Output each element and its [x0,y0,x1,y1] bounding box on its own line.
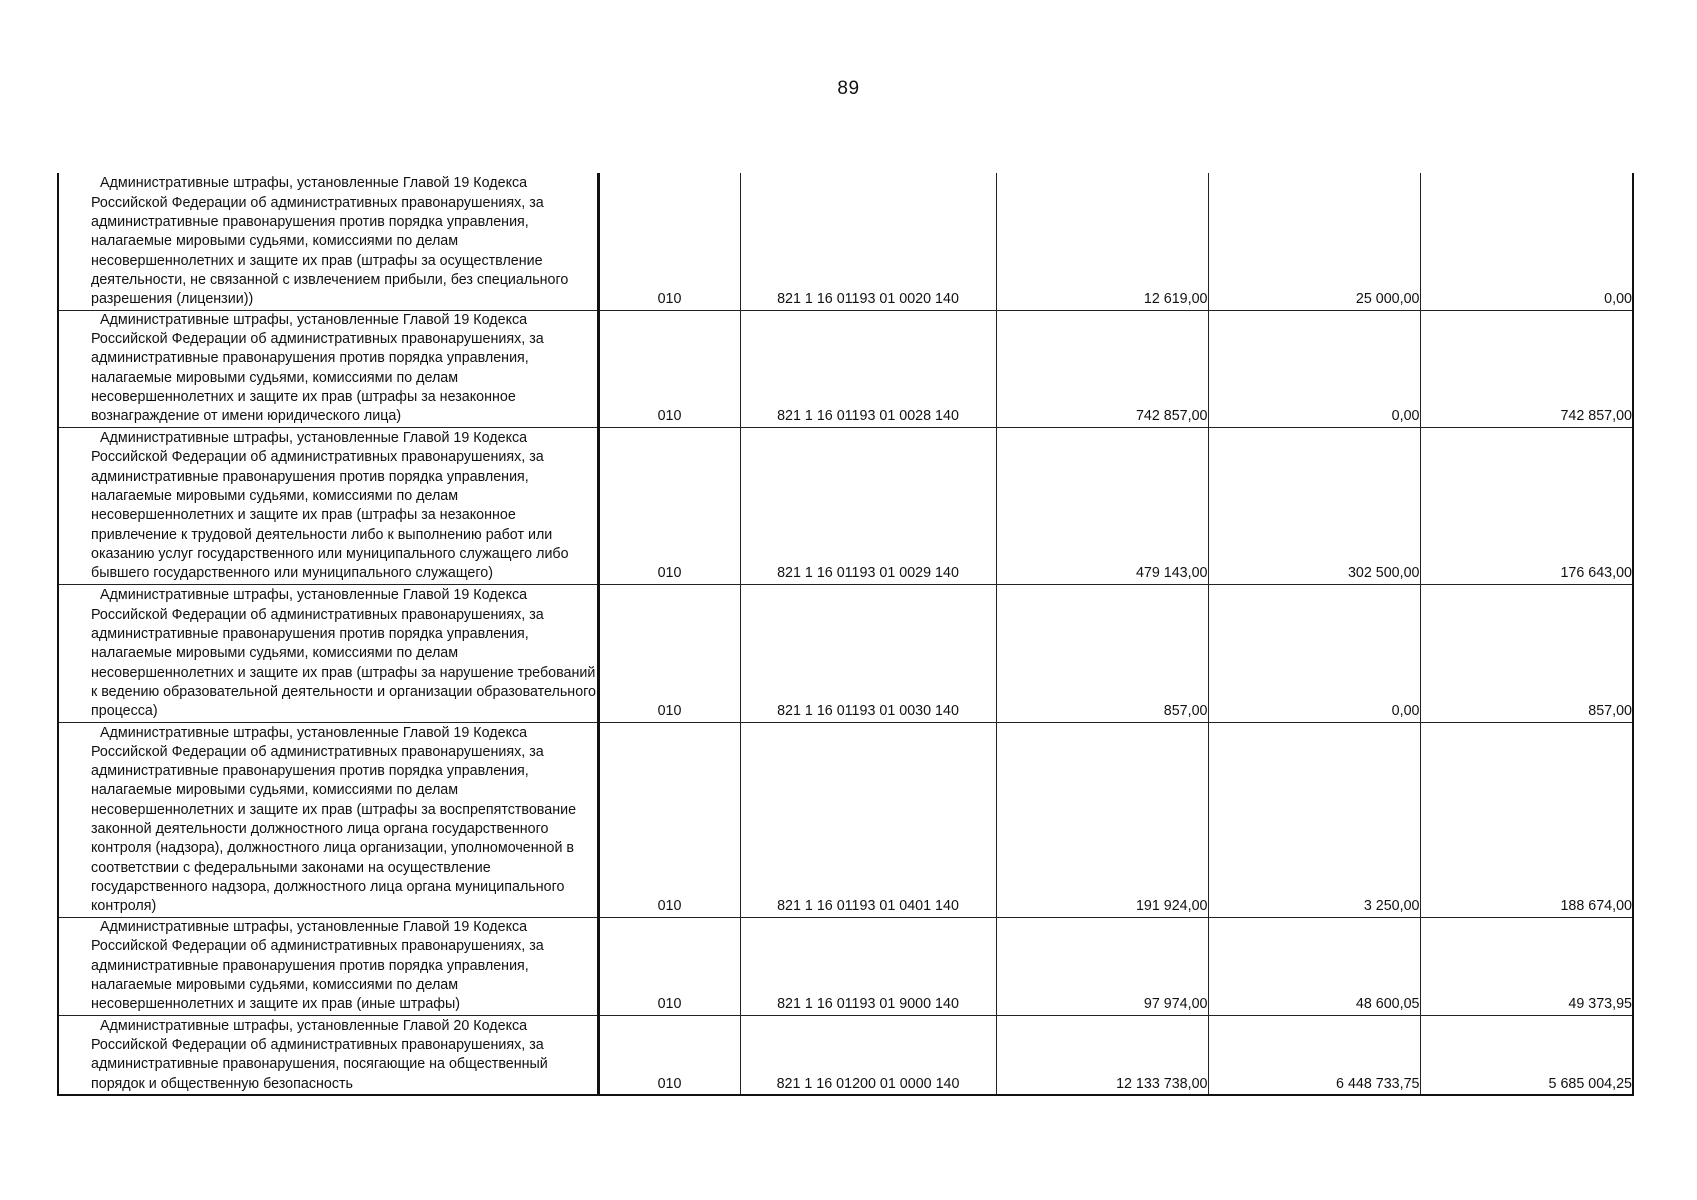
row-name: Административные штрафы, установленные Главой 19 Кодекса Российской Федерации об административных правонарушениях, за административные правонарушения против порядка управления, налагаемые мировыми судьями, комиссиями по делам несовершеннолетних и защите их прав (штрафы за нарушение требований к ведению образовательной деятельности и организации образовательного процесса) [91,587,597,720]
row-name-cell [58,722,598,917]
line-code: 010 [598,310,740,427]
row-name: Административные штрафы, установленные Главой 19 Кодекса Российской Федерации об административных правонарушениях, за административные правонарушения против порядка управления, налагаемые мировыми судьями, комиссиями по делам несовершеннолетних и защите их прав (штрафы за незаконное вознаграждение от имени юридического лица) [91,311,544,425]
row-name-cell [58,173,598,310]
line-code: 010 [598,173,740,310]
approved-amount: 191 924,00 [996,722,1208,917]
unexecuted-amount: 188 674,00 [1420,722,1633,917]
executed-amount: 302 500,00 [1208,427,1420,584]
row-name: Административные штрафы, установленные Главой 19 Кодекса Российской Федерации об административных правонарушениях, за административные правонарушения против порядка управления, налагаемые мировыми судьями, комиссиями по делам несовершеннолетних и защите их прав (штрафы за осуществление деятельности, не связанной с извлечением прибыли, без специального разрешения (лицензии)) [91,175,569,308]
executed-amount: 48 600,05 [1208,917,1420,1015]
table-row [58,310,1633,427]
approved-amount: 857,00 [996,584,1208,722]
approved-amount: 97 974,00 [996,917,1208,1015]
table-row [58,173,1633,310]
approved-amount: 12 133 738,00 [996,1015,1208,1095]
budget-classification-code: 821 1 16 01193 01 0020 140 [740,173,996,310]
table-row [58,917,1633,1015]
line-code: 010 [598,1015,740,1095]
budget-classification-code: 821 1 16 01200 01 0000 140 [740,1015,996,1095]
executed-amount: 0,00 [1208,584,1420,722]
row-name-cell [58,584,598,722]
budget-classification-code: 821 1 16 01193 01 0030 140 [740,584,996,722]
line-code: 010 [598,584,740,722]
executed-amount: 6 448 733,75 [1208,1015,1420,1095]
table-row [58,722,1633,917]
unexecuted-amount: 857,00 [1420,584,1633,722]
executed-amount: 3 250,00 [1208,722,1420,917]
line-code: 010 [598,427,740,584]
table-body [58,173,1633,1095]
row-name-cell [58,310,598,427]
row-name: Административные штрафы, установленные Главой 19 Кодекса Российской Федерации об административных правонарушениях, за административные правонарушения против порядка управления, налагаемые мировыми судьями, комиссиями по делам несовершеннолетних и защите их прав (штрафы за воспрепятствование законной деятельности должностного лица органа государственного контроля (надзора), должностного лица организации, уполномоченной в соответствии с федеральными законами на осуществление государственного надзора, должностного лица органа муниципального контроля) [91,724,577,915]
row-name-cell [58,1015,598,1095]
unexecuted-amount: 176 643,00 [1420,427,1633,584]
unexecuted-amount: 49 373,95 [1420,917,1633,1015]
table-row [58,1015,1633,1095]
budget-classification-code: 821 1 16 01193 01 0028 140 [740,310,996,427]
budget-classification-code: 821 1 16 01193 01 0401 140 [740,722,996,917]
approved-amount: 479 143,00 [996,427,1208,584]
revenue-table [57,173,1634,1096]
row-name-cell [58,917,598,1015]
executed-amount: 25 000,00 [1208,173,1420,310]
table-row [58,427,1633,584]
row-name: Административные штрафы, установленные Главой 19 Кодекса Российской Федерации об административных правонарушениях, за административные правонарушения против порядка управления, налагаемые мировыми судьями, комиссиями по делам несовершеннолетних и защите их прав (штрафы за незаконное привлечение к трудовой деятельности либо к выполнению работ или оказанию услуг государственного или муниципального служащего либо бывшего государственного или муниципального служащего) [91,430,569,582]
approved-amount: 12 619,00 [996,173,1208,310]
unexecuted-amount: 0,00 [1420,173,1633,310]
budget-classification-code: 821 1 16 01193 01 9000 140 [740,917,996,1015]
row-name-cell [58,427,598,584]
row-name: Административные штрафы, установленные Главой 20 Кодекса Российской Федерации об административных правонарушениях, за административные правонарушения, посягающие на общественный порядок и общественную безопасность [91,1017,548,1092]
unexecuted-amount: 742 857,00 [1420,310,1633,427]
line-code: 010 [598,722,740,917]
page-number: 89 [837,78,860,99]
approved-amount: 742 857,00 [996,310,1208,427]
unexecuted-amount: 5 685 004,25 [1420,1015,1633,1095]
line-code: 010 [598,917,740,1015]
row-name: Административные штрафы, установленные Главой 19 Кодекса Российской Федерации об административных правонарушениях, за административные правонарушения против порядка управления, налагаемые мировыми судьями, комиссиями по делам несовершеннолетних и защите их прав (иные штрафы) [91,919,544,1013]
budget-classification-code: 821 1 16 01193 01 0029 140 [740,427,996,584]
executed-amount: 0,00 [1208,310,1420,427]
table-row [58,584,1633,722]
